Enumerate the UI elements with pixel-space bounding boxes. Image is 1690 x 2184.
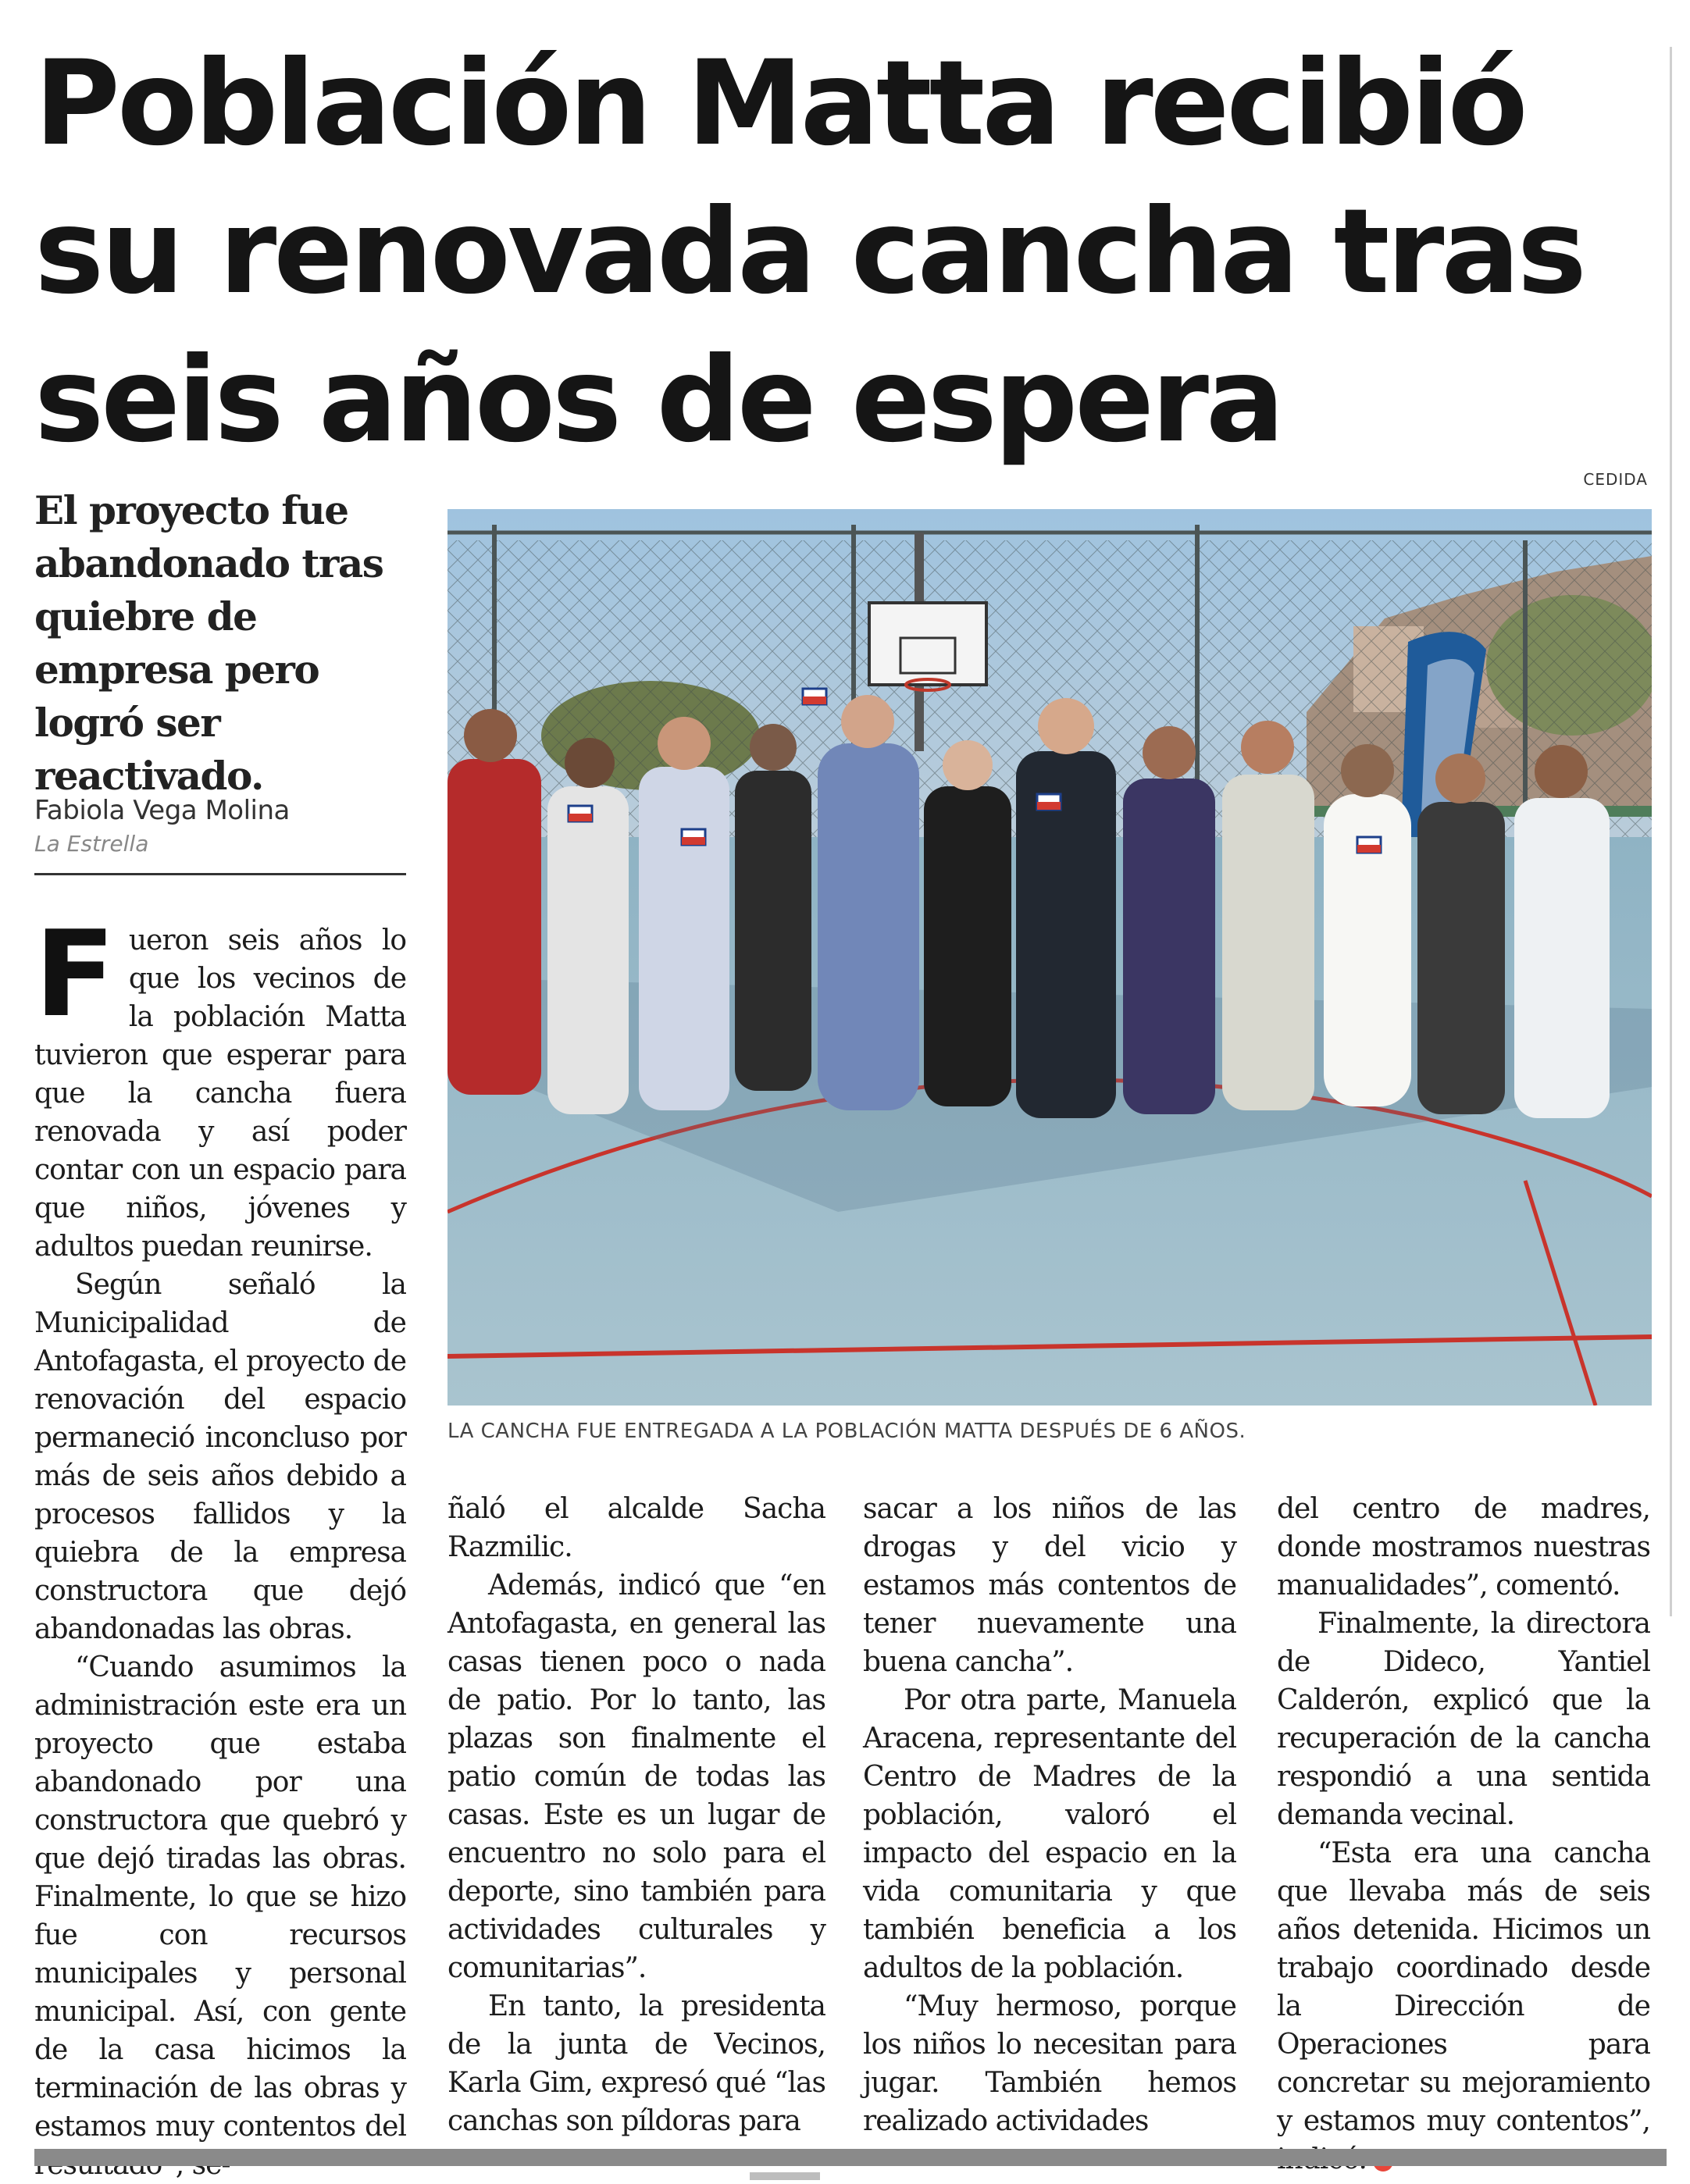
body-paragraph: Según señaló la Municipalidad de Antofagasta, el proyecto de renovación del espacio permaneció inconcluso por más de seis años debido a procesos fallidos y la quiebra de la empresa constructora que dejó abandonadas las obras. <box>34 1269 406 1645</box>
drop-cap: F <box>34 905 115 1043</box>
byline-divider <box>34 873 406 875</box>
body-paragraph: del centro de madres, donde mostramos nuestras manualidades”, comentó. <box>1277 1493 1650 1601</box>
body-column-4 <box>1277 1490 1650 2179</box>
byline <box>34 795 409 857</box>
body-paragraph: sacar a los niños de las drogas y del vicio y estamos más contentos de tener nuevamente una buena cancha”. <box>863 1493 1236 1678</box>
body-column-2 <box>447 1490 825 2140</box>
footer-mark <box>750 2172 820 2180</box>
photo-caption: LA CANCHA FUE ENTREGADA A LA POBLACIÓN MATTA DESPUÉS DE 6 AÑOS. <box>447 1420 1246 1443</box>
body-paragraph: En tanto, la presidenta de la junta de Vecinos, Karla Gim, expresó qué “las canchas son píldoras para <box>447 1990 825 2137</box>
body-paragraph: “Cuando asumimos la administración este era un proyecto que estaba abandonado por una constructora que quebró y que dejó tiradas las obras. Finalmente, lo que se hizo fue con recursos municipales y personal municipal. Así, con gente de la casa hicimos la terminación de las obras y estamos muy contentos del <box>34 1651 406 2143</box>
body-paragraph: Por otra parte, Manuela Aracena, representante del Centro de Madres de la población, valoró el impacto del espacio en la vida comunitaria y que también beneficia a los adultos de la población. <box>863 1684 1236 1984</box>
subhead: El proyecto fue abandonado tras quiebre de empresa pero logró ser reactivado. <box>34 487 383 799</box>
footer-bar <box>34 2149 1667 2166</box>
body-paragraph: “Muy hermoso, porque los niños lo necesitan para jugar. También hemos realizado actividades <box>863 1990 1236 2137</box>
body-paragraph: ñaló el alcalde Sacha Razmilic. <box>447 1493 825 1563</box>
body-paragraph: Finalmente, la directora de Dideco, Yantiel Calderón, explicó que la recuperación de la cancha respondió a una sentida demanda vecinal. <box>1277 1608 1650 1831</box>
body-paragraph: Además, indicó que “en Antofagasta, en general las casas tienen poco o nada de patio. Por lo tanto, las plazas son finalmente el patio común de todas las casas. Este es un lugar de encuentro no solo para el deporte, sino también para actividades culturales y comunitarias”. <box>447 1569 825 1984</box>
author-name: Fabiola Vega Molina <box>34 795 290 826</box>
outlet-name: La Estrella <box>34 831 149 857</box>
photo-credit: CEDIDA <box>1583 470 1648 489</box>
body-paragraph: “Esta era una cancha que llevaba más de seis años detenida. Hicimos un trabajo coordinado desde la Dirección de Operaciones para concretar su mejoramiento y estamos muy contentos”, <box>1277 1834 1650 2179</box>
body-column-1 <box>34 905 406 2184</box>
headline: Población Matta recibió su renovada cancha tras seis años de espera <box>34 36 1584 469</box>
body-paragraph: Fueron seis años lo que los vecinos de la población Matta tuvieron que esperar para que la cancha fuera renovada y así poder contar con un espacio para que niños, jóvenes y adultos puedan reunirse. <box>34 905 406 1263</box>
article-photo <box>447 509 1652 1406</box>
page-right-rule <box>1670 47 1672 1616</box>
body-column-3 <box>863 1490 1236 2140</box>
